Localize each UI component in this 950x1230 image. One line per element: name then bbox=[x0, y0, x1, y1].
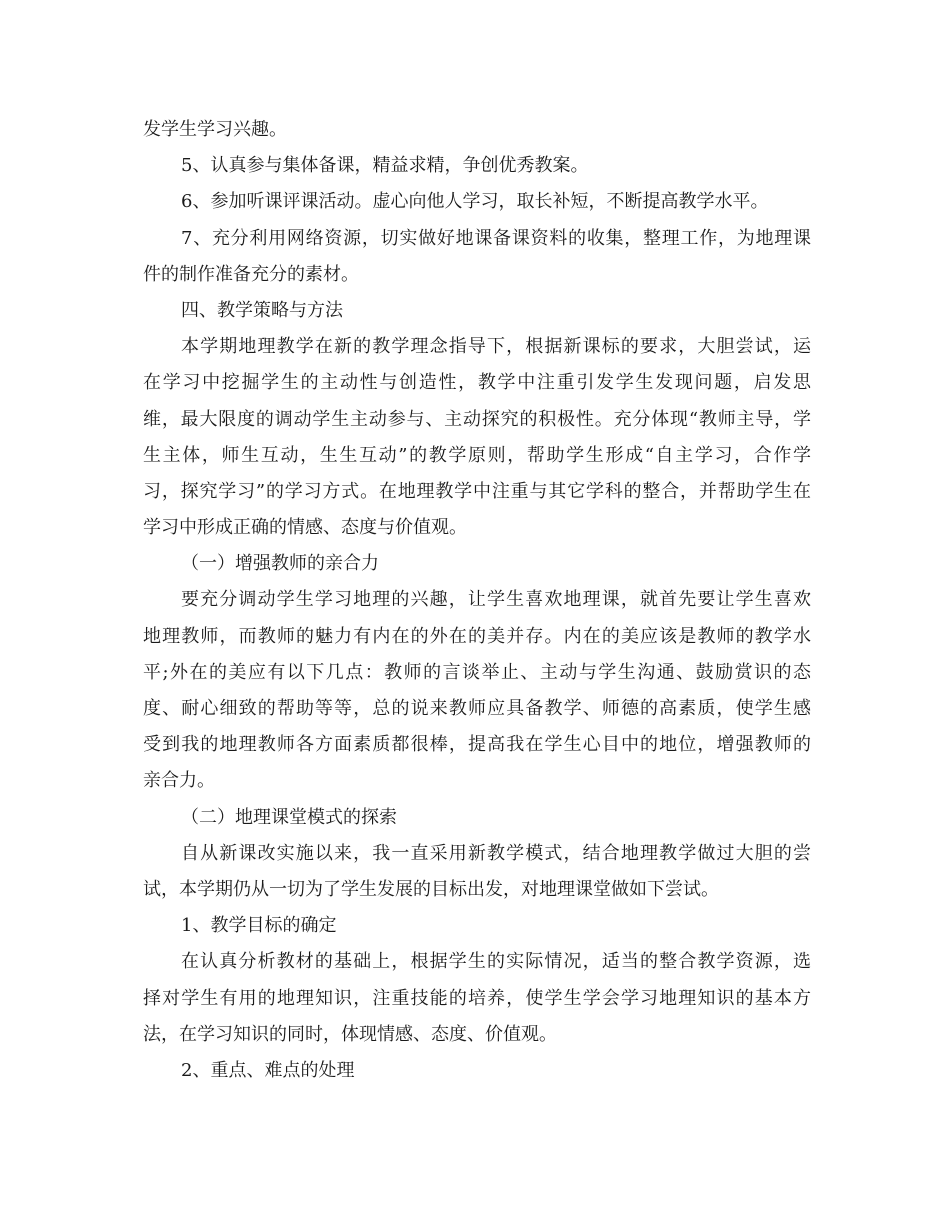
text-line: 5、认真参与集体备课，精益求精，争创优秀教案。 bbox=[181, 155, 589, 177]
text-line: 7、充分利用网络资源，切实做好地课备课资料的收集，整理工作，为地理课 bbox=[181, 227, 811, 249]
text-line: 生主体，师生互动，生生互动”的教学原则，帮助学生形成“自主学习，合作学 bbox=[143, 444, 811, 466]
text-line: 维，最大限度的调动学生主动参与、主动探究的积极性。充分体现“教师主导，学 bbox=[143, 408, 811, 430]
text-line: 要充分调动学生学习地理的兴趣，让学生喜欢地理课，就首先要让学生喜欢 bbox=[181, 589, 811, 611]
text-line: 法，在学习知识的同时，体现情感、态度、价值观。 bbox=[143, 1023, 557, 1045]
text-line: 发学生学习兴趣。 bbox=[143, 119, 287, 140]
text-line: 亲合力。 bbox=[143, 770, 215, 792]
text-line: 1、教学目标的确定 bbox=[181, 915, 337, 937]
text-line: 件的制作准备充分的素材。 bbox=[143, 263, 359, 285]
text-line: （二）地理课堂模式的探索 bbox=[181, 806, 397, 828]
text-line: 自从新课改实施以来，我一直采用新教学模式，结合地理教学做过大胆的尝 bbox=[181, 842, 811, 864]
text-line: 地理教师，而教师的魅力有内在的外在的美并存。内在的美应该是教师的教学水 bbox=[143, 625, 811, 647]
text-line: 习，探究学习”的学习方式。在地理教学中注重与其它学科的整合，并帮助学生在 bbox=[143, 480, 811, 502]
text-line: （一）增强教师的亲合力 bbox=[181, 553, 379, 575]
text-line: 6、参加听课评课活动。虚心向他人学习，取长补短，不断提高教学水平。 bbox=[181, 191, 769, 213]
text-line: 四、教学策略与方法 bbox=[181, 299, 343, 321]
text-line: 度、耐心细致的帮助等等，总的说来教师应具备教学、师德的高素质，使学生感 bbox=[143, 698, 811, 719]
text-line: 试，本学期仍从一切为了学生发展的目标出发，对地理课堂做如下尝试。 bbox=[143, 878, 719, 900]
text-line: 在学习中挖掘学生的主动性与创造性，教学中注重引发学生发现问题，启发思 bbox=[143, 372, 811, 394]
text-line: 择对学生有用的地理知识，注重技能的培养，使学生学会学习地理知识的基本方 bbox=[143, 987, 811, 1009]
text-line: 学习中形成正确的情感、态度与价值观。 bbox=[143, 517, 467, 539]
document-body bbox=[143, 112, 811, 1089]
text-line: 平;外在的美应有以下几点：教师的言谈举止、主动与学生沟通、鼓励赏识的态 bbox=[143, 661, 811, 683]
text-line: 本学期地理教学在新的教学理念指导下，根据新课标的要求，大胆尝试，运 bbox=[181, 336, 811, 358]
text-line: 2、重点、难点的处理 bbox=[181, 1059, 355, 1081]
text-line: 在认真分析教材的基础上，根据学生的实际情况，适当的整合教学资源，选 bbox=[181, 951, 811, 973]
text-line: 受到我的地理教师各方面素质都很棒，提高我在学生心目中的地位，增强教师的 bbox=[143, 734, 811, 756]
